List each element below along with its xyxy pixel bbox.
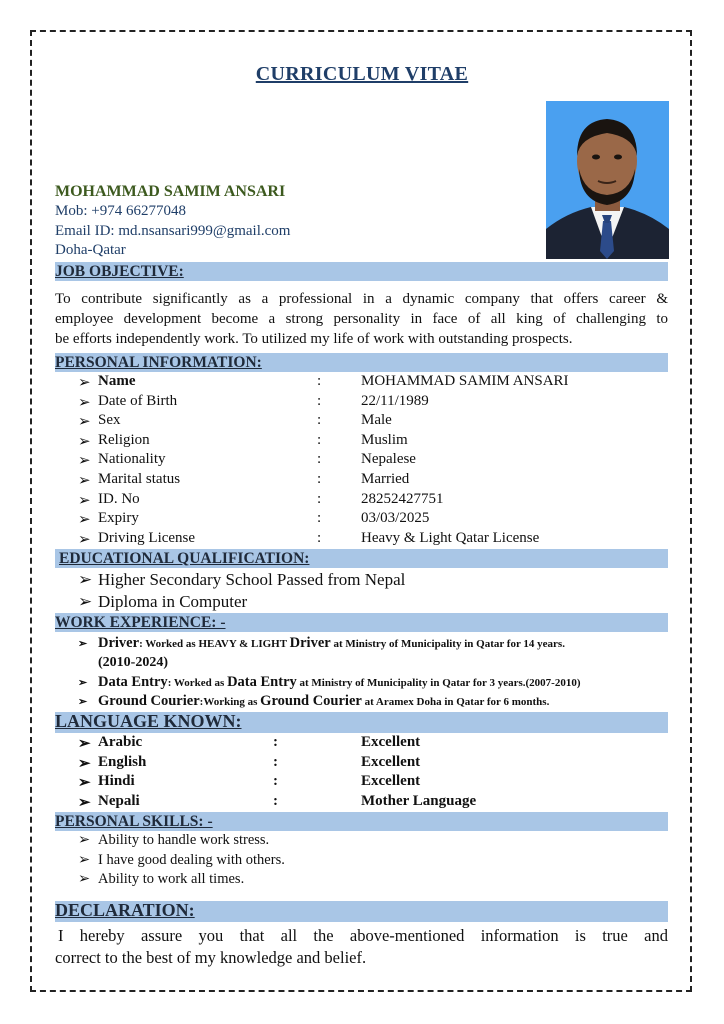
info-colon: : bbox=[317, 451, 322, 468]
info-colon: : bbox=[317, 471, 322, 487]
info-row bbox=[78, 471, 668, 490]
skill-text: I have good dealing with others. bbox=[98, 851, 285, 868]
job-objective-heading: JOB OBJECTIVE: bbox=[55, 263, 184, 280]
info-label: Arabic bbox=[98, 734, 143, 750]
arrow-bullet-icon: ➢ bbox=[78, 433, 91, 450]
arrow-bullet-icon: ➢ bbox=[78, 871, 91, 888]
skill-item bbox=[78, 852, 668, 871]
info-label: Nationality bbox=[98, 451, 166, 468]
info-row bbox=[78, 393, 668, 412]
mobile-number: Mob: +974 66277048 bbox=[55, 203, 186, 219]
info-value: Excellent bbox=[361, 734, 421, 750]
info-row bbox=[78, 412, 668, 431]
info-value: Muslim bbox=[361, 431, 408, 448]
info-value: Heavy & Light Qatar License bbox=[361, 529, 540, 546]
work-experience-heading-bar bbox=[55, 613, 668, 632]
location: Doha-Qatar bbox=[55, 242, 126, 258]
job-objective-line: employee development become a strong personality in face of all king of challenging to bbox=[55, 311, 668, 327]
info-row bbox=[78, 530, 668, 549]
info-label: Religion bbox=[98, 431, 150, 448]
arrow-bullet-icon: ➢ bbox=[78, 592, 93, 611]
arrow-bullet-icon: ➢ bbox=[78, 453, 91, 470]
info-colon: : bbox=[273, 773, 278, 790]
info-label: Expiry bbox=[98, 510, 139, 527]
info-row bbox=[78, 432, 668, 451]
info-colon: : bbox=[317, 490, 322, 507]
info-row bbox=[78, 734, 668, 753]
arrow-bullet-icon: ➢ bbox=[78, 512, 91, 529]
info-colon: : bbox=[273, 734, 278, 750]
arrow-bullet-icon: ➢ bbox=[78, 696, 88, 708]
info-colon: : bbox=[317, 373, 322, 389]
info-value: MOHAMMAD SAMIM ANSARI bbox=[361, 373, 569, 389]
job-objective-line: To contribute significantly as a professional in a dynamic company that offers career & bbox=[55, 291, 668, 307]
info-row bbox=[78, 451, 668, 470]
arrow-bullet-icon: ➢ bbox=[78, 414, 91, 431]
arrow-bullet-icon: ➢ bbox=[78, 638, 88, 650]
arrow-bullet-icon: ➢ bbox=[78, 794, 91, 811]
skills-heading: PERSONAL SKILLS: - bbox=[55, 813, 213, 830]
info-label: Driving License bbox=[98, 529, 196, 546]
work-item-driver: ➢ Driver: Worked as HEAVY & LIGHT Driver at Ministry of Municipality in Qatar for 14 years. bbox=[78, 634, 678, 654]
declaration-heading: DECLARATION: bbox=[55, 900, 195, 920]
education-item: ➢ Higher Secondary School Passed from Nepal bbox=[78, 570, 406, 589]
skills-heading-bar bbox=[55, 812, 668, 831]
job-objective-text bbox=[55, 289, 668, 349]
info-label: Marital status bbox=[98, 471, 181, 487]
job-objective-heading-bar bbox=[55, 262, 668, 281]
info-label: Sex bbox=[98, 412, 121, 429]
info-label: English bbox=[98, 753, 147, 770]
info-label: ID. No bbox=[98, 490, 140, 507]
info-label: Name bbox=[98, 373, 136, 389]
info-value: 28252427751 bbox=[361, 490, 444, 507]
info-value: Married bbox=[361, 471, 410, 487]
arrow-bullet-icon: ➢ bbox=[78, 832, 91, 848]
info-row bbox=[78, 754, 668, 773]
skill-item bbox=[78, 832, 668, 851]
arrow-bullet-icon: ➢ bbox=[78, 570, 93, 589]
info-colon: : bbox=[317, 510, 322, 527]
personal-info-heading-bar bbox=[55, 353, 668, 372]
info-value: Excellent bbox=[361, 773, 421, 790]
arrow-bullet-icon: ➢ bbox=[78, 677, 88, 689]
skill-item bbox=[78, 871, 668, 890]
education-heading: EDUCATIONAL QUALIFICATION: bbox=[59, 550, 310, 567]
arrow-bullet-icon: ➢ bbox=[78, 375, 91, 391]
languages-heading: LANGUAGE KNOWN: bbox=[55, 711, 242, 731]
arrow-bullet-icon: ➢ bbox=[78, 492, 91, 509]
declaration-text bbox=[55, 925, 668, 969]
info-row bbox=[78, 491, 668, 510]
arrow-bullet-icon: ➢ bbox=[78, 473, 91, 489]
info-label: Date of Birth bbox=[98, 392, 178, 409]
profile-photo bbox=[546, 101, 669, 259]
info-value: 03/03/2025 bbox=[361, 510, 430, 527]
declaration-line: correct to the best of my knowledge and belief. bbox=[55, 948, 367, 967]
work-experience-heading: WORK EXPERIENCE: - bbox=[55, 614, 226, 631]
info-colon: : bbox=[317, 392, 322, 409]
info-value: Nepalese bbox=[361, 451, 416, 468]
work-item-ground-courier: ➢ Ground Courier:Working as Ground Courier at Aramex Doha in Qatar for 6 months. bbox=[78, 692, 678, 712]
info-value: Male bbox=[361, 412, 392, 429]
info-colon: : bbox=[317, 529, 322, 546]
languages-heading-bar bbox=[55, 712, 668, 733]
personal-info-heading: PERSONAL INFORMATION: bbox=[55, 354, 262, 371]
candidate-name: MOHAMMAD SAMIM ANSARI bbox=[55, 183, 286, 200]
info-value: Mother Language bbox=[361, 792, 477, 809]
info-row bbox=[78, 793, 668, 812]
info-value: 22/11/1989 bbox=[361, 392, 429, 409]
education-item: ➢ Diploma in Computer bbox=[78, 592, 248, 611]
info-value: Excellent bbox=[361, 753, 421, 770]
work-item-driver-years: (2010-2024) bbox=[98, 655, 168, 670]
email-address: Email ID: md.nsansari999@gmail.com bbox=[55, 223, 291, 239]
work-item-data-entry: ➢ Data Entry: Worked as Data Entry at Ministry of Municipality in Qatar for 3 years.(2007-2010) bbox=[78, 673, 678, 693]
document-title: CURRICULUM VITAE bbox=[255, 63, 469, 85]
job-objective-line: be efforts independently work. To utilized my life of work with outstanding prospects. bbox=[55, 331, 573, 347]
info-row bbox=[78, 773, 668, 792]
declaration-line: I hereby assure you that all the above-mentioned information is true and bbox=[58, 926, 668, 945]
declaration-heading-bar bbox=[55, 901, 668, 922]
arrow-bullet-icon: ➢ bbox=[78, 531, 91, 548]
arrow-bullet-icon: ➢ bbox=[78, 755, 91, 772]
education-heading-bar bbox=[55, 549, 668, 568]
info-row bbox=[78, 373, 668, 392]
info-label: Nepali bbox=[98, 792, 140, 809]
arrow-bullet-icon: ➢ bbox=[78, 775, 91, 792]
arrow-bullet-icon: ➢ bbox=[78, 851, 91, 868]
arrow-bullet-icon: ➢ bbox=[78, 394, 91, 411]
skill-text: Ability to work all times. bbox=[98, 871, 245, 888]
arrow-bullet-icon: ➢ bbox=[78, 736, 91, 752]
info-row bbox=[78, 510, 668, 529]
skill-text: Ability to handle work stress. bbox=[98, 832, 270, 848]
info-colon: : bbox=[273, 753, 278, 770]
info-label: Hindi bbox=[98, 773, 135, 790]
info-colon: : bbox=[273, 792, 278, 809]
info-colon: : bbox=[317, 412, 322, 429]
info-colon: : bbox=[317, 431, 322, 448]
